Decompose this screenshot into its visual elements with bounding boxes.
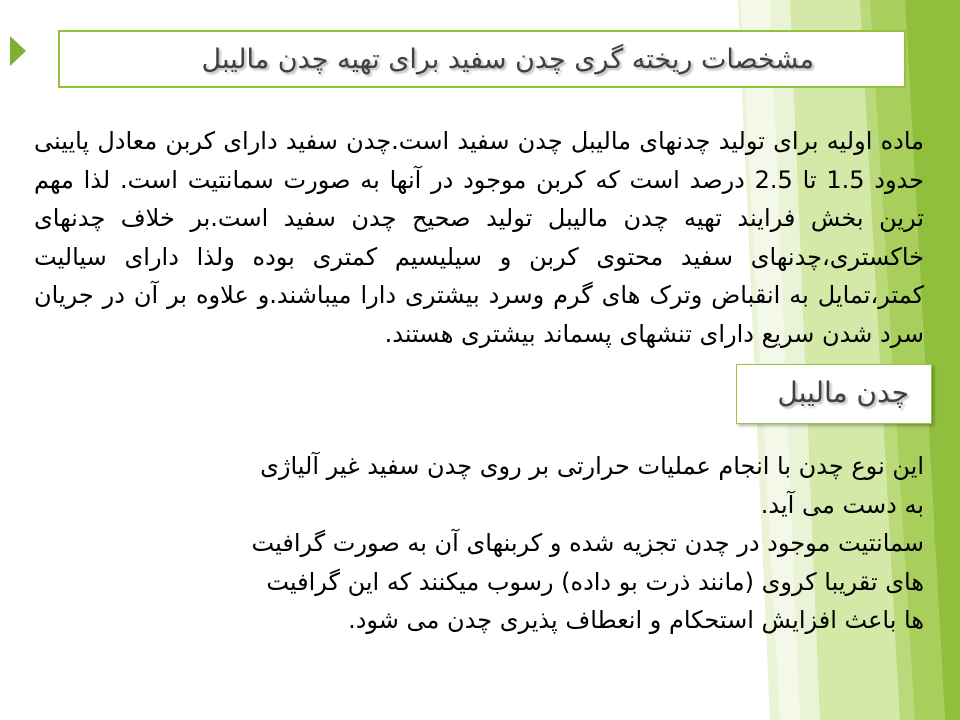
body-paragraph-1: ماده اولیه برای تولید چدنهای مالیبل چدن سفید است.چدن سفید دارای کربن معادل پایینی حدود 1.5 تا 2.5 درصد است که کربن موجود در آنها به صورت سمانتیت است. لذا مهم ترین بخش فرایند تهیه چدن مالیبل تولید صحیح چدن سفید است.بر خلاف چدنهای خاکستری،چدنهای سفید محتوی کربن و سیلیسیم کمتری بوده ولذا دارای سیالیت کمتر،تمایل به انقباض وترک های گرم وسرد بیشتری دارا میباشند.و علاوه بر آن در جریان سرد شدن سریع دارای تنشهای پسماند بیشتری هستند.: [34, 127, 924, 348]
slide-title: مشخصات ریخته گری چدن سفید برای تهیه چدن مالیبل: [201, 44, 814, 75]
paragraph-2-line: به دست می آید.: [760, 490, 924, 519]
malleable-iron-label: چدن مالیبل: [777, 376, 909, 409]
paragraph-2-line: سمانتیت موجود در چدن تجزیه شده و کربنهای آن به صورت گرافیت: [251, 529, 924, 557]
body-paragraph-2: [34, 447, 924, 640]
malleable-iron-label-box: [736, 364, 932, 424]
paragraph-2-line: های تقریبا کروی (مانند ذرت بو داده) رسوب میکنند که این گرافیت: [266, 567, 924, 596]
paragraph-2-line: این نوع چدن با انجام عملیات حرارتی بر روی چدن سفید غیر آلیاژی: [260, 452, 924, 480]
paragraph-2-line: ها باعث افزایش استحکام و انعطاف پذیری چدن می شود.: [348, 606, 924, 634]
slide-title-box: [58, 30, 906, 88]
slide-triangles: [10, 36, 26, 66]
